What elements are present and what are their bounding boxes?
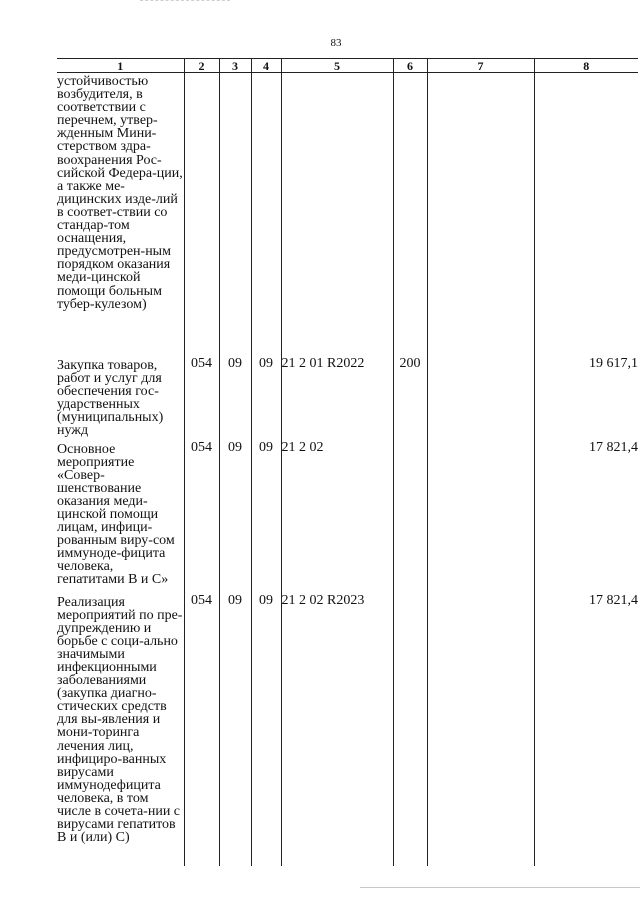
row-target-article: 21 2 02 bbox=[281, 441, 393, 594]
table-row bbox=[57, 441, 638, 594]
row-expense-type bbox=[393, 73, 427, 357]
col-header-3: 3 bbox=[219, 59, 251, 73]
table-row bbox=[57, 73, 638, 357]
row-name: Основное мероприятие «Совер-шенствование оказания меди-цинской помощи лицам, инфици-рованным виру-сом иммуноде-фицита человека, гепатитами B и C» bbox=[57, 441, 175, 588]
col-header-8: 8 bbox=[534, 59, 638, 73]
row-name: Реализация мероприятий по пре-дупреждению и борьбе с соци-ально значимыми инфекционными заболеваниями (закупка диагно-стических средств для вы-явления и мони-торинга лечения лиц, инфициро-ванных вирусами иммунодефицита человека, в том числе в сочета-нии с вирусами гепатитов B и (или) C) bbox=[57, 594, 183, 846]
row-target-article: 21 2 01 R2022 bbox=[281, 357, 393, 441]
col-header-4: 4 bbox=[251, 59, 281, 73]
page-number: 83 bbox=[330, 37, 342, 49]
col-header-5: 5 bbox=[281, 59, 393, 73]
scan-artifact-top bbox=[140, 0, 230, 2]
row-section-code: 09 bbox=[219, 441, 251, 594]
row-name: Закупка товаров, работ и услуг для обеспечения гос-ударственных (муниципальных) нужд bbox=[57, 357, 164, 438]
row-subsection-code bbox=[251, 73, 281, 357]
row-expense-type: 200 bbox=[393, 357, 427, 441]
budget-table bbox=[57, 58, 638, 866]
row-col7 bbox=[427, 357, 534, 441]
row-subsection-code: 09 bbox=[251, 357, 281, 441]
table-row bbox=[57, 357, 638, 441]
row-section-code: 09 bbox=[219, 357, 251, 441]
row-ministry-code: 054 bbox=[184, 594, 219, 866]
col-header-1: 1 bbox=[57, 59, 184, 73]
col-header-2: 2 bbox=[184, 59, 219, 73]
row-amount: 17 821,4 bbox=[534, 594, 638, 866]
scan-artifact-bottom bbox=[360, 887, 640, 888]
col-header-6: 6 bbox=[393, 59, 427, 73]
row-amount: 17 821,4 bbox=[534, 441, 638, 594]
row-amount bbox=[534, 73, 638, 357]
row-amount: 19 617,1 bbox=[534, 357, 638, 441]
row-ministry-code bbox=[184, 73, 219, 357]
row-target-article bbox=[281, 73, 393, 357]
header-row bbox=[57, 59, 638, 73]
row-subsection-code: 09 bbox=[251, 594, 281, 866]
row-target-article: 21 2 02 R2023 bbox=[281, 594, 393, 866]
row-name: устойчивостью возбудителя, в соответствии с перечнем, утвер-жденным Мини-стерством здра-воохранения Рос-сийской Федера-ции, а также ме-дицинских изде-лий в соответ-ствии со стандар-том оснащения, предусмотрен-ным порядком оказания меди-цинской помощи больным тубер-кулезом) bbox=[57, 74, 183, 312]
row-expense-type bbox=[393, 441, 427, 594]
row-ministry-code: 054 bbox=[184, 357, 219, 441]
row-section-code bbox=[219, 73, 251, 357]
row-col7 bbox=[427, 594, 534, 866]
row-expense-type bbox=[393, 594, 427, 866]
row-col7 bbox=[427, 441, 534, 594]
table-row bbox=[57, 594, 638, 866]
col-header-7: 7 bbox=[427, 59, 534, 73]
row-col7 bbox=[427, 73, 534, 357]
row-section-code: 09 bbox=[219, 594, 251, 866]
row-ministry-code: 054 bbox=[184, 441, 219, 594]
row-subsection-code: 09 bbox=[251, 441, 281, 594]
